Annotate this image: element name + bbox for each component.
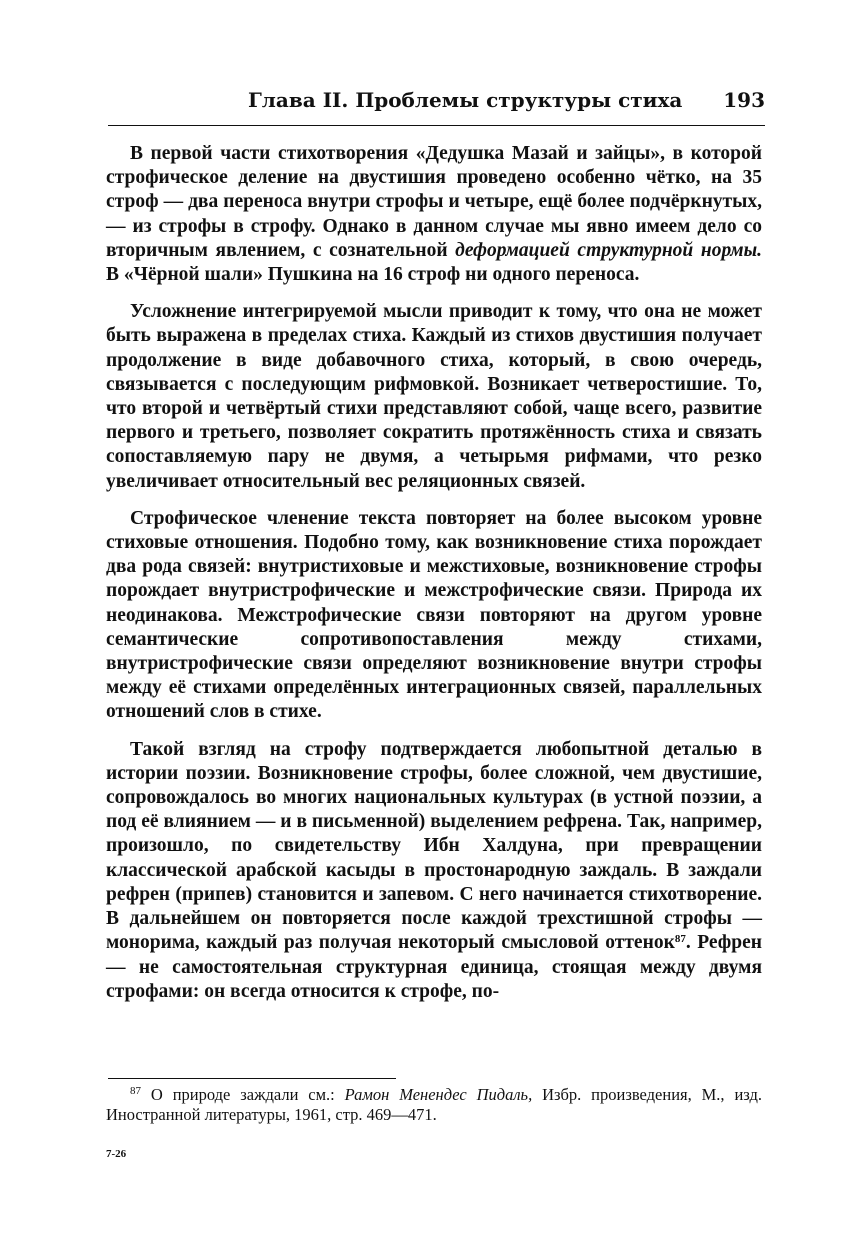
footnote-text-a: О природе заждали см.: [141,1085,345,1104]
paragraph-4-text-b: . Рефрен — не самостоятельная структурная единица, стоящая между двумя строфами: он всегда относится к строфе, по- [106,932,762,1002]
signature-mark: 7-26 [106,1148,127,1160]
page-header [108,88,765,120]
paragraph-1 [106,142,762,287]
paragraph-4-text-a: Такой взгляд на строфу подтверждается любопытной деталью в истории поэзии. Возникновение строфы, более сложной, чем двустишие, сопровождалось во многих национальных культурах (в устной поэзии, а под её влиянием — и в письменной) выделением рефрена. Так, например, произошло, по свидетельству Ибн Халдуна, при превращении классической арабской касыды в простонародную заждаль. В заждали рефрен (припев) становится и запевом. С него начинается стихотворение. В дальнейшем он повторяется после каждой трехстишной строфы — монорима, каждый раз получая некоторый смысловой оттенок [106,738,762,954]
main-text [106,142,762,1017]
page-number: 193 [723,88,765,112]
footnote [106,1085,762,1125]
paragraph-2: Усложнение интегрируемой мысли приводит к тому, что она не может быть выражена в пределах стиха. Каждый из стихов двустишия получает продолжение в виде добавочного стиха, который, в свою очередь, связывается с последующим рифмовкой. Возникает четверостишие. То, что второй и четвёртый стихи представляют собой, чаще всего, развитие первого и третьего, позволяет сократить протяжённость стиха и связать сопоставляемую пару не двумя, а четырьмя рифмами, что резко увеличивает относительный вес реляционных связей. [106,301,762,492]
paragraph-1-emphasis: деформацией структурной нормы. [455,239,762,261]
footnote-rule [108,1078,396,1079]
footnote-text-b: Избр. произведения, М., изд. Иностранной литературы, 1961, стр. 469—471. [106,1085,763,1124]
paragraph-3: Строфическое членение текста повторяет на более высоком уровне стиховые отношения. Подобно тому, как возникновение стиха порождает два рода связей: внутристиховые и межстиховые, возникновение строфы порождает внутристрофические и межстрофические связи. Природа их неодинакова. Межстрофические связи повторяют на другом уровне семантические сопротивопоставления между стихами, внутристрофические связи определяют возникновение внутри строфы между её стихами определённых интеграционных связей, параллельных отношений слов в стихе. [106,507,762,723]
footnote-number: 87 [130,1085,141,1097]
footnote-author: Рамон Менендес Пидаль, [344,1085,533,1104]
paragraph-1-text-a: В первой части стихотворения «Дедушка Мазай и зайцы», в которой строфическое деление на двустишия проведено особенно чётко, на 35 строф — два переноса внутри строфы и четыре, ещё более подчёркнутых, — из строфы в строфу. Однако в данном случае мы явно имеем дело со вторичным явлением, с сознательной [106,143,762,261]
paragraph-4 [106,738,762,1004]
header-rule [108,125,765,126]
running-title: Глава II. Проблемы структуры стиха [248,88,683,112]
paragraph-1-text-b: В «Чёрной шали» Пушкина на 16 строф ни одного переноса. [106,264,640,286]
footnote-ref[interactable]: 87 [674,933,686,946]
